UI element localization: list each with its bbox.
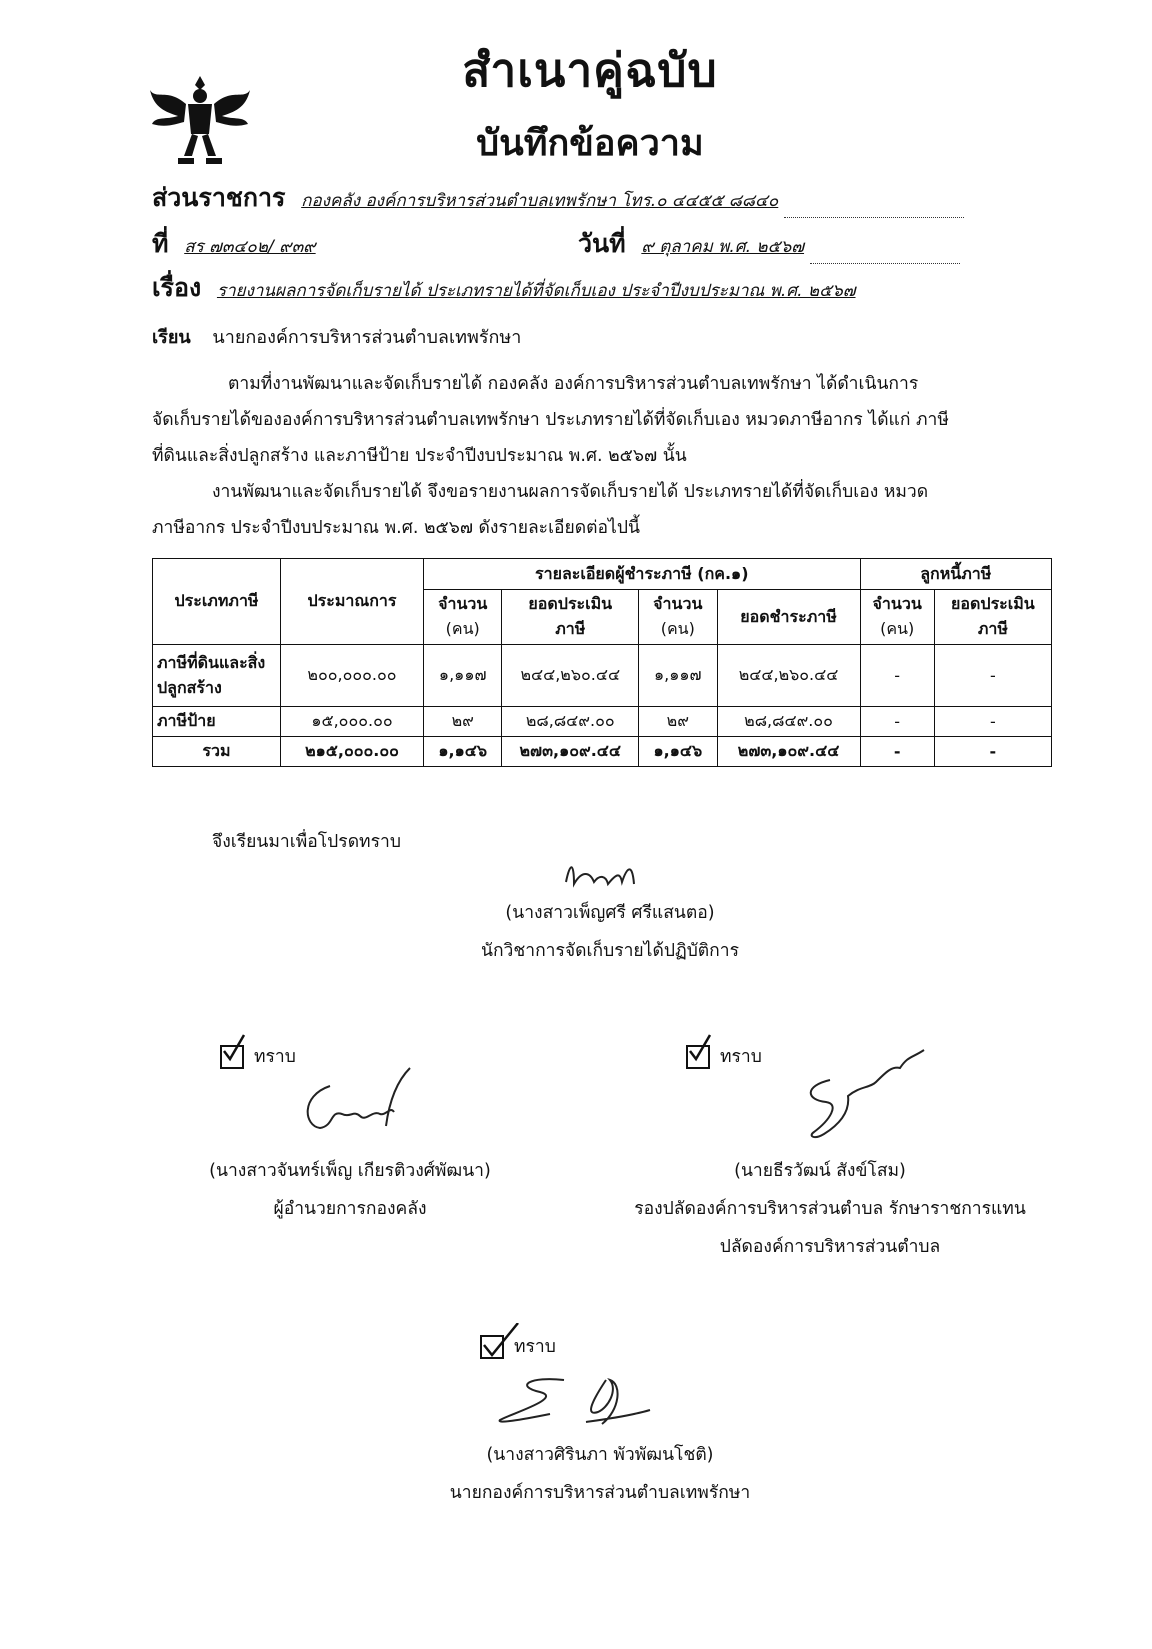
- table-row: [153, 645, 1052, 707]
- mayor-signature: [490, 1370, 660, 1444]
- mayor-position: นายกองค์การบริหารส่วนตำบลเทพรักษา: [449, 1483, 751, 1503]
- ref-label: ที่: [152, 229, 169, 258]
- cell-debt-count: -: [860, 645, 934, 707]
- subject-value: รายงานผลการจัดเก็บรายได้ ประเภทรายได้ที่จัดเก็บเอง ประจำปีงบประมาณ พ.ศ. ๒๕๖๗: [216, 281, 856, 301]
- date-value: ๙ ตุลาคม พ.ศ. ๒๕๖๗: [641, 237, 805, 257]
- table-total-row: [153, 737, 1052, 767]
- finance-director-position: ผู้อำนวยการกองคลัง: [273, 1199, 427, 1219]
- mayor-ack: ทราบ: [480, 1332, 556, 1360]
- salutation-row: [152, 322, 521, 351]
- agency-row: [152, 178, 964, 218]
- paragraph1-line3: ที่ดินและสิ่งปลูกสร้าง และภาษีป้าย ประจำปีงบประมาณ พ.ศ. ๒๕๖๗ นั้น: [152, 446, 687, 466]
- tax-collection-table: [152, 558, 1052, 767]
- deputy-clerk-position-line1: รองปลัดองค์การบริหารส่วนตำบล รักษาราชการแทน: [634, 1199, 1026, 1219]
- subject-row: [152, 268, 856, 308]
- sub-assess-header: ยอดประเมิน ภาษี: [502, 590, 639, 645]
- ref-value: สร ๗๓๔๐๒/ ๙๓๙: [184, 237, 316, 257]
- cell-debt-count: -: [860, 707, 934, 737]
- cell-budget: ๑๕,๐๐๐.๐๐: [280, 707, 423, 737]
- dotted-line: [784, 216, 964, 218]
- officer-signature: [560, 852, 680, 896]
- cell-count: ๑,๑๔๖: [639, 737, 718, 767]
- group-debtor-header: ลูกหนี้ภาษี: [860, 559, 1051, 590]
- cell-count: ๑,๑๑๗: [639, 645, 718, 707]
- col-budget: ประมาณการ: [280, 559, 423, 645]
- salutation-label: เรียน: [152, 327, 191, 348]
- cell-count: ๑,๑๔๖: [423, 737, 502, 767]
- paragraph1-line2: จัดเก็บรายได้ขององค์การบริหารส่วนตำบลเทพรักษา ประเภทรายได้ที่จัดเก็บเอง หมวดภาษีอากร ได้แก่ ภาษี: [152, 410, 949, 430]
- finance-ack: ทราบ: [220, 1042, 296, 1070]
- salutation-value: นายกองค์การบริหารส่วนตำบลเทพรักษา: [212, 327, 522, 348]
- officer-position: นักวิชาการจัดเก็บรายได้ปฏิบัติการ: [480, 941, 739, 961]
- officer-name: (นางสาวเพ็ญศรี ศรีแสนตอ): [505, 903, 715, 923]
- cell-count: ๒๙: [423, 707, 502, 737]
- ref-row: [152, 224, 316, 264]
- paragraph2-line1: งานพัฒนาและจัดเก็บรายได้ จึงขอรายงานผลการจัดเก็บรายได้ ประเภทรายได้ที่จัดเก็บเอง หมวด: [212, 482, 929, 502]
- copy-stamp-title: สำเนาคู่ฉบับ: [462, 43, 718, 97]
- cell-paid: ๒๗๓,๑๐๙.๔๔: [717, 737, 860, 767]
- agency-label: ส่วนราชการ: [152, 183, 286, 212]
- cell-assess: ๒๗๓,๑๐๙.๔๔: [502, 737, 639, 767]
- closing-text: จึงเรียนมาเพื่อโปรดทราบ: [212, 832, 401, 852]
- cell-paid: ๒๘,๘๔๙.๐๐: [717, 707, 860, 737]
- finance-director-signature: [290, 1066, 420, 1150]
- group-payer-header: รายละเอียดผู้ชำระภาษี (กค.๑): [423, 559, 860, 590]
- cell-assess: ๒๘,๘๔๙.๐๐: [502, 707, 639, 737]
- col-tax-type: ประเภทภาษี: [153, 559, 281, 645]
- cell-count: ๑,๑๑๗: [423, 645, 502, 707]
- checkbox-icon: [480, 1335, 504, 1359]
- table-row: [153, 707, 1052, 737]
- paragraph1-line1: ตามที่งานพัฒนาและจัดเก็บรายได้ กองคลัง องค์การบริหารส่วนตำบลเทพรักษา ได้ดำเนินการ: [228, 374, 919, 394]
- checkbox-icon: [220, 1045, 244, 1069]
- deputy-clerk-position-line2: ปลัดองค์การบริหารส่วนตำบล: [719, 1237, 941, 1257]
- date-label: วันที่: [578, 229, 626, 258]
- checkbox-icon: [686, 1045, 710, 1069]
- cell-budget: ๒๑๕,๐๐๐.๐๐: [280, 737, 423, 767]
- cell-paid: ๒๔๔,๒๖๐.๔๔: [717, 645, 860, 707]
- deputy-clerk-signature: [800, 1036, 930, 1150]
- deputy-ack: ทราบ: [686, 1042, 762, 1070]
- memo-title: บันทึกข้อความ: [476, 123, 704, 164]
- cell-assess: ๒๔๔,๒๖๐.๔๔: [502, 645, 639, 707]
- sub-count-header: จำนวน (คน): [860, 590, 934, 645]
- cell-debt-assess: -: [934, 645, 1051, 707]
- sub-count-header: จำนวน (คน): [423, 590, 502, 645]
- agency-value: กองคลัง องค์การบริหารส่วนตำบลเทพรักษา โทร.๐ ๔๔๕๕ ๘๘๔๐: [301, 191, 779, 211]
- sub-paid-header: ยอดชำระภาษี: [717, 590, 860, 645]
- sub-assess-header: ยอดประเมิน ภาษี: [934, 590, 1051, 645]
- finance-director-name: (นางสาวจันทร์เพ็ญ เกียรติวงศ์พัฒนา): [209, 1161, 491, 1181]
- paragraph2-line2: ภาษีอากร ประจำปีงบประมาณ พ.ศ. ๒๕๖๗ ดังรายละเอียดต่อไปนี้: [152, 518, 640, 538]
- subject-label: เรื่อง: [152, 273, 202, 302]
- mayor-name: (นางสาวศิรินภา พัวพัฒนโชติ): [486, 1445, 714, 1465]
- cell-debt-assess: -: [934, 737, 1051, 767]
- cell-count: ๒๙: [639, 707, 718, 737]
- cell-tax-type: ภาษีป้าย: [153, 707, 281, 737]
- cell-debt-assess: -: [934, 707, 1051, 737]
- sub-count-header: จำนวน (คน): [639, 590, 718, 645]
- date-row: [578, 224, 960, 264]
- cell-budget: ๒๐๐,๐๐๐.๐๐: [280, 645, 423, 707]
- deputy-clerk-name: (นายธีรวัฒน์ สังข์โสม): [734, 1161, 906, 1181]
- cell-debt-count: -: [860, 737, 934, 767]
- garuda-emblem-icon: [148, 70, 252, 170]
- cell-tax-type: ภาษีที่ดินและสิ่งปลูกสร้าง: [153, 645, 281, 707]
- cell-total-label: รวม: [153, 737, 281, 767]
- dotted-line: [810, 262, 960, 264]
